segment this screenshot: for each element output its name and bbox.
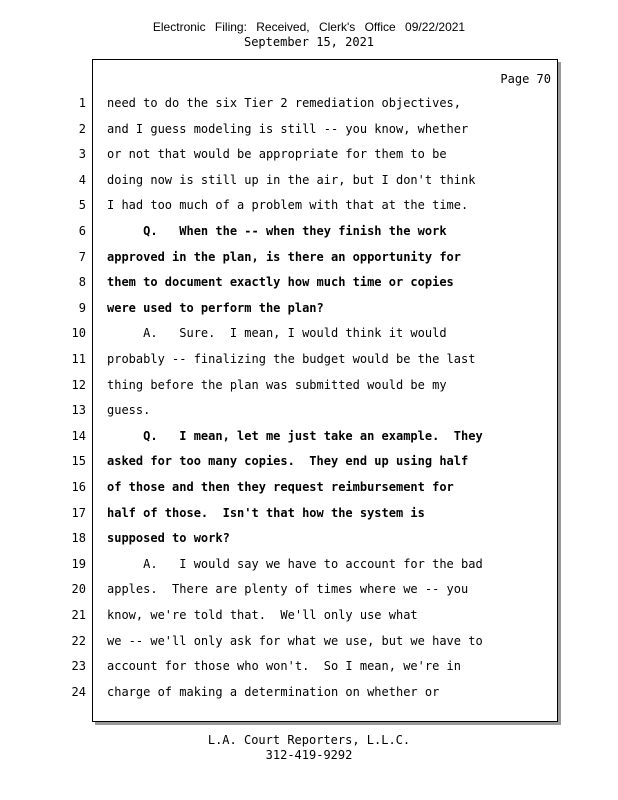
transcript-line-text: need to do the six Tier 2 remediation objectives, bbox=[107, 96, 462, 110]
line-number: 18 bbox=[71, 531, 86, 545]
transcript-line-text: apples. There are plenty of times where we -- you bbox=[107, 582, 469, 596]
transcript-line-text: or not that would be appropriate for them to be bbox=[107, 147, 447, 161]
transcript-line-text: doing now is still up in the air, but I don't think bbox=[107, 173, 476, 187]
court-reporter-phone: 312-419-9292 bbox=[265, 748, 353, 762]
transcript-line-text: probably -- finalizing the budget would be the last bbox=[107, 352, 476, 366]
line-number: 23 bbox=[71, 659, 86, 673]
line-number: 15 bbox=[71, 454, 86, 468]
question-line-text: Q. I mean, let me just take an example. They bbox=[107, 429, 483, 443]
question-line-text: asked for too many copies. They end up using half bbox=[107, 454, 469, 468]
deposition-date: September 15, 2021 bbox=[243, 35, 375, 49]
line-number: 1 bbox=[78, 96, 86, 110]
question-line-text: approved in the plan, is there an opportunity for bbox=[107, 250, 462, 264]
transcript-line-text: I had too much of a problem with that at the time. bbox=[107, 198, 469, 212]
question-line-text: half of those. Isn't that how the system is bbox=[107, 506, 425, 520]
transcript-line-text: know, we're told that. We'll only use what bbox=[107, 608, 418, 622]
transcript-line-text: thing before the plan was submitted would be my bbox=[107, 378, 447, 392]
question-line-text: supposed to work? bbox=[107, 531, 230, 545]
transcript-line-text: account for those who won't. So I mean, we're in bbox=[107, 659, 462, 673]
line-number: 2 bbox=[78, 122, 86, 136]
transcript-line-text: we -- we'll only ask for what we use, but we have to bbox=[107, 634, 483, 648]
line-number: 11 bbox=[71, 352, 86, 366]
line-number: 22 bbox=[71, 634, 86, 648]
line-number: 10 bbox=[71, 326, 86, 340]
line-number: 12 bbox=[71, 378, 86, 392]
line-number: 13 bbox=[71, 403, 86, 417]
line-number: 3 bbox=[78, 147, 86, 161]
line-number: 24 bbox=[71, 685, 86, 699]
line-number: 7 bbox=[78, 250, 86, 264]
line-number: 8 bbox=[78, 275, 86, 289]
transcript-line-text: A. I would say we have to account for the bad bbox=[107, 557, 483, 571]
question-line-text: of those and then they request reimbursement for bbox=[107, 480, 454, 494]
line-number: 21 bbox=[71, 608, 86, 622]
line-number: 14 bbox=[71, 429, 86, 443]
line-number: 19 bbox=[71, 557, 86, 571]
court-reporter-name: L.A. Court Reporters, L.L.C. bbox=[207, 733, 411, 747]
page-number: Page 70 bbox=[500, 72, 551, 86]
question-line-text: Q. When the -- when they finish the work bbox=[107, 224, 447, 238]
transcript-line-text: and I guess modeling is still -- you know, whether bbox=[107, 122, 469, 136]
question-line-text: were used to perform the plan? bbox=[107, 301, 324, 315]
transcript-line-text: charge of making a determination on whether or bbox=[107, 685, 440, 699]
line-number: 16 bbox=[71, 480, 86, 494]
transcript-line-text: guess. bbox=[107, 403, 151, 417]
question-line-text: them to document exactly how much time or copies bbox=[107, 275, 454, 289]
line-number: 9 bbox=[78, 301, 86, 315]
line-number: 20 bbox=[71, 582, 86, 596]
line-number: 4 bbox=[78, 173, 86, 187]
line-number: 5 bbox=[78, 198, 86, 212]
filing-stamp: Electronic Filing: Received, Clerk's Office 09/22/2021 bbox=[152, 20, 466, 34]
transcript-line-text: A. Sure. I mean, I would think it would bbox=[107, 326, 447, 340]
line-number: 17 bbox=[71, 506, 86, 520]
line-number: 6 bbox=[78, 224, 86, 238]
